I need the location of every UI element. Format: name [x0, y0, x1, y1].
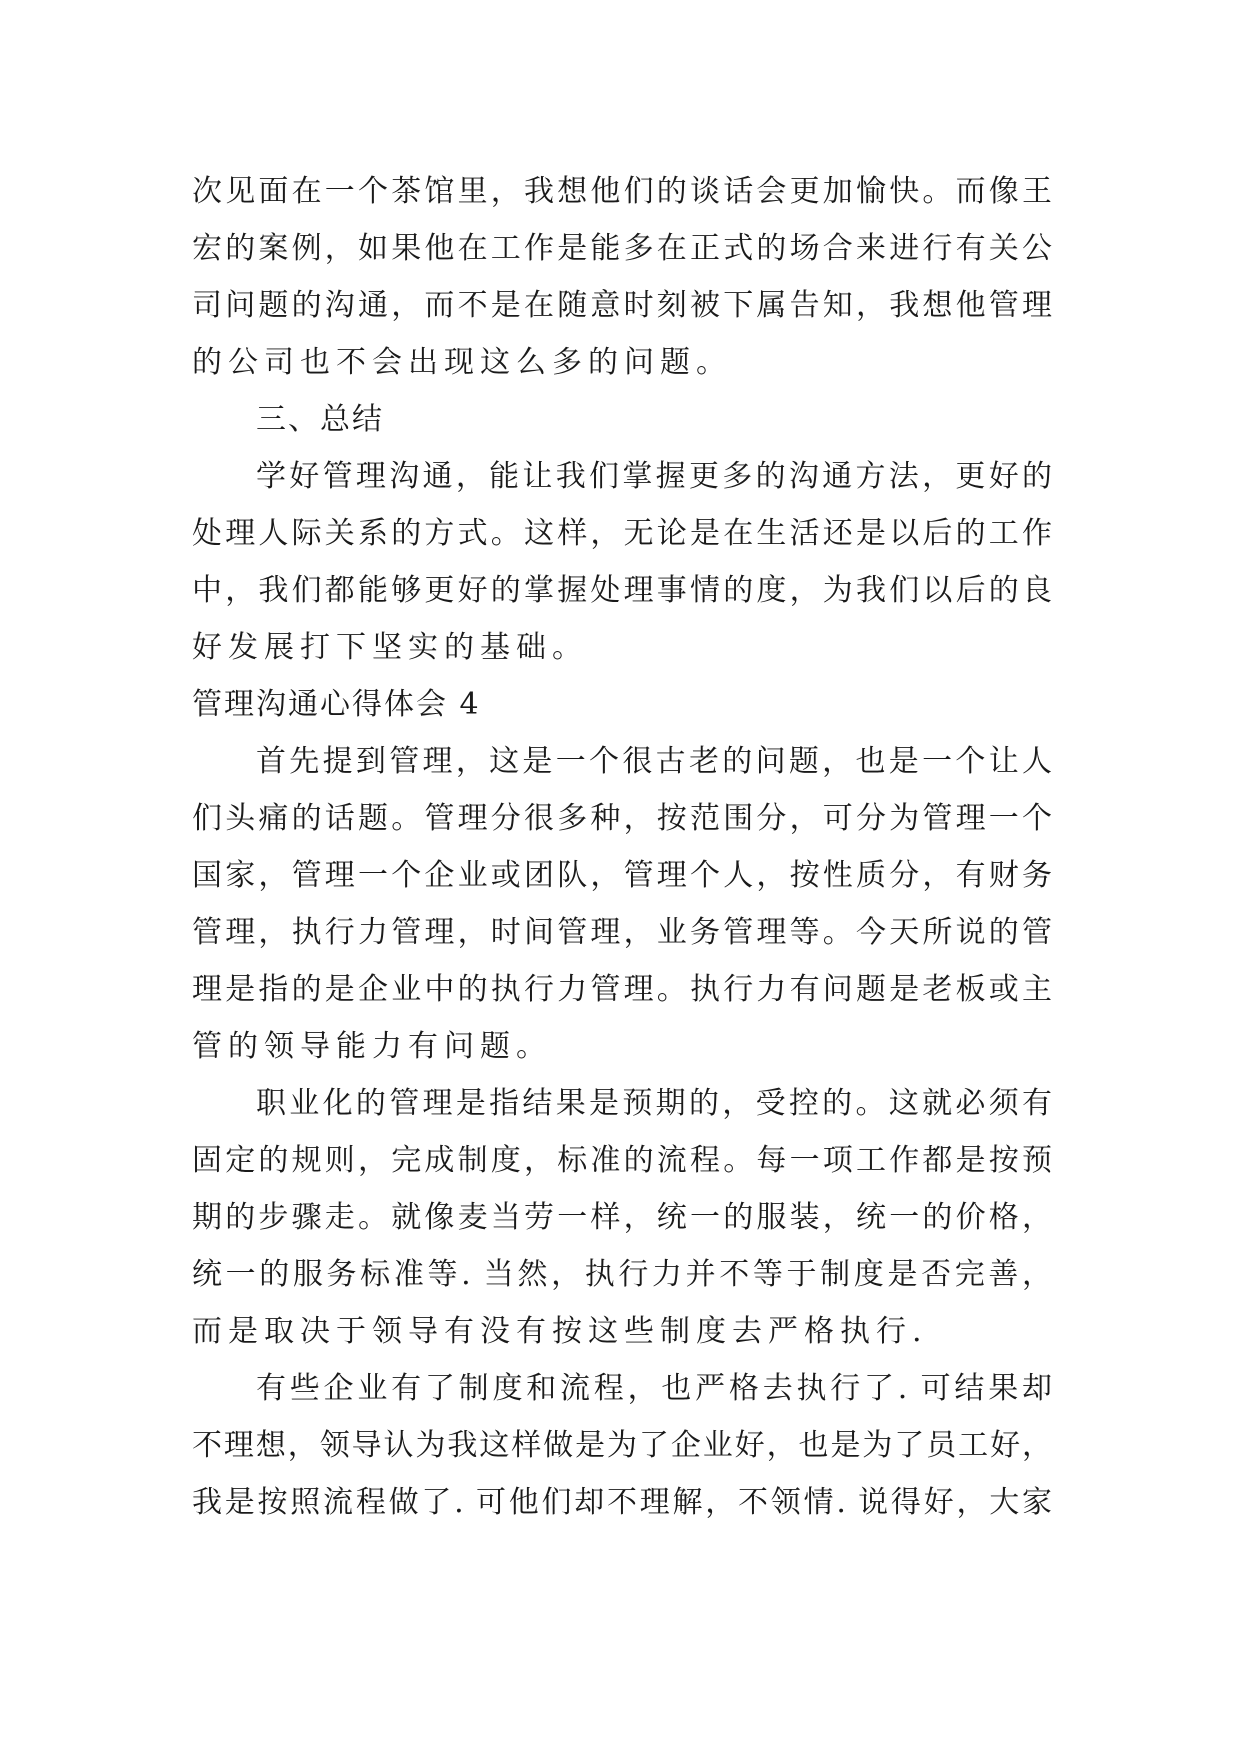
paragraph-line: 不理想，领导认为我这样做是为了企业好，也是为了员工好，: [192, 1428, 1052, 1463]
paragraph-4: [192, 1075, 1052, 1360]
paragraph-line: 理是指的是企业中的执行力管理。执行力有问题是老板或主: [192, 972, 1052, 1007]
paragraph-line: 宏的案例，如果他在工作是能多在正式的场合来进行有关公: [192, 231, 1052, 266]
paragraph-line: 固定的规则，完成制度，标准的流程。每一项工作都是按预: [192, 1143, 1052, 1178]
paragraph-line: 好发展打下坚实的基础。: [192, 630, 588, 665]
paragraph-line: 学好管理沟通，能让我们掌握更多的沟通方法，更好的: [256, 459, 1052, 494]
paragraph-line: 我是按照流程做了. 可他们却不理解，不领情. 说得好，大家: [192, 1485, 1052, 1520]
paragraph-line: 有些企业有了制度和流程，也严格去执行了. 可结果却: [256, 1371, 1052, 1406]
paragraph-line: 职业化的管理是指结果是预期的，受控的。这就必须有: [256, 1086, 1052, 1121]
paragraph-line: 统一的服务标准等. 当然，执行力并不等于制度是否完善，: [192, 1257, 1052, 1292]
paragraph-3: [192, 733, 1052, 1075]
paragraph-line: 司问题的沟通，而不是在随意时刻被下属告知，我想他管理: [192, 288, 1052, 323]
paragraph-line: 期的步骤走。就像麦当劳一样，统一的服装，统一的价格，: [192, 1200, 1052, 1235]
document-body: [192, 163, 1052, 1531]
paragraph-5: [192, 1360, 1052, 1531]
paragraph-line: 国家，管理一个企业或团队，管理个人，按性质分，有财务: [192, 858, 1052, 893]
paragraph-1: [192, 163, 1052, 391]
paragraph-line: 管的领导能力有问题。: [192, 1029, 552, 1064]
paragraph-2: [192, 448, 1052, 676]
paragraph-line: 的公司也不会出现这么多的问题。: [192, 345, 732, 380]
article-title: 管理沟通心得体会 4: [192, 687, 481, 722]
paragraph-line: 处理人际关系的方式。这样，无论是在生活还是以后的工作: [192, 516, 1052, 551]
paragraph-line: 管理，执行力管理，时间管理，业务管理等。今天所说的管: [192, 915, 1052, 950]
section-heading: 三、总结: [256, 402, 384, 437]
paragraph-line: 们头痛的话题。管理分很多种，按范围分，可分为管理一个: [192, 801, 1052, 836]
paragraph-line: 中，我们都能够更好的掌握处理事情的度，为我们以后的良: [192, 573, 1052, 608]
paragraph-line: 次见面在一个茶馆里，我想他们的谈话会更加愉快。而像王: [192, 174, 1052, 209]
paragraph-line: 首先提到管理，这是一个很古老的问题，也是一个让人: [256, 744, 1052, 779]
paragraph-line: 而是取决于领导有没有按这些制度去严格执行.: [192, 1314, 928, 1349]
